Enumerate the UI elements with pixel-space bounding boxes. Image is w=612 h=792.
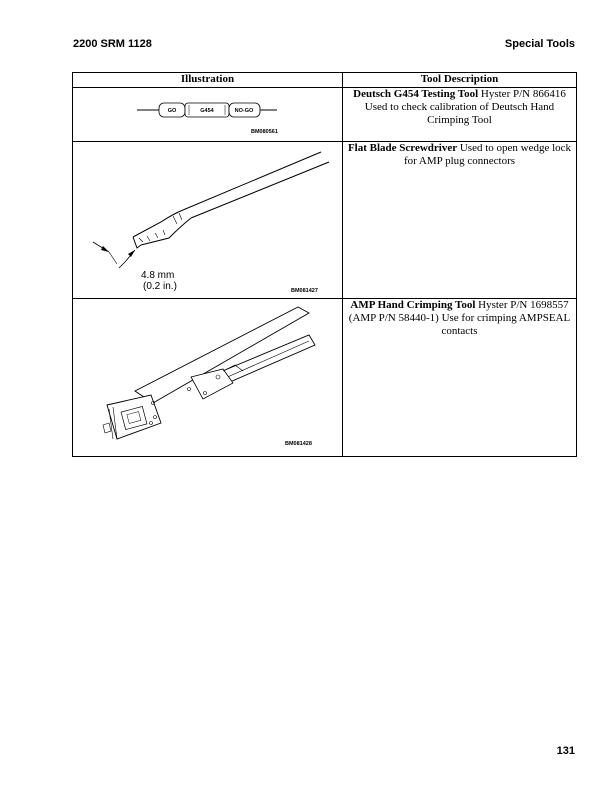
page-number: 131 bbox=[556, 745, 575, 757]
description-cell bbox=[343, 88, 577, 142]
figure-code: BM080561 bbox=[251, 129, 278, 135]
testing-tool-illustration bbox=[73, 88, 343, 141]
description-cell bbox=[343, 299, 577, 457]
tool-description: Used to open wedge lock for AMP plug connectors bbox=[403, 142, 572, 167]
running-header-left: 2200 SRM 1128 bbox=[73, 38, 152, 50]
screwdriver-illustration bbox=[73, 142, 343, 298]
description-column-header: Tool Description bbox=[343, 73, 577, 88]
go-label: GO bbox=[167, 108, 177, 114]
tool-name: AMP Hand Crimping Tool bbox=[350, 299, 476, 311]
tool-name: Deutsch G454 Testing Tool bbox=[353, 88, 479, 100]
dimension-mm: 4.8 mm bbox=[141, 270, 175, 281]
table-row bbox=[73, 142, 577, 299]
figure-code: BM081427 bbox=[291, 288, 318, 294]
table-row bbox=[73, 88, 577, 142]
no-go-label: NO-GO bbox=[234, 108, 254, 114]
figure-code: BM081428 bbox=[285, 441, 312, 447]
tool-description: Hyster P/N 866416 Used to check calibration of Deutsch Hand Crimping Tool bbox=[364, 88, 566, 126]
tool-description: Hyster P/N 1698557 (AMP P/N 58440-1) Use for crimping AMPSEAL contacts bbox=[348, 299, 571, 337]
illustration-column-header: Illustration bbox=[73, 73, 343, 88]
running-header-right: Special Tools bbox=[504, 38, 575, 50]
table-header-row bbox=[73, 73, 577, 88]
illustration-cell bbox=[73, 299, 343, 457]
special-tools-table bbox=[72, 72, 577, 457]
description-cell bbox=[343, 142, 577, 299]
tool-name: Flat Blade Screwdriver bbox=[347, 142, 458, 154]
gauge-model-label: G454 bbox=[200, 108, 214, 114]
crimping-tool-illustration bbox=[73, 299, 343, 456]
illustration-cell bbox=[73, 88, 343, 142]
illustration-cell bbox=[73, 142, 343, 299]
table-row bbox=[73, 299, 577, 457]
dimension-in: (0.2 in.) bbox=[143, 281, 177, 292]
